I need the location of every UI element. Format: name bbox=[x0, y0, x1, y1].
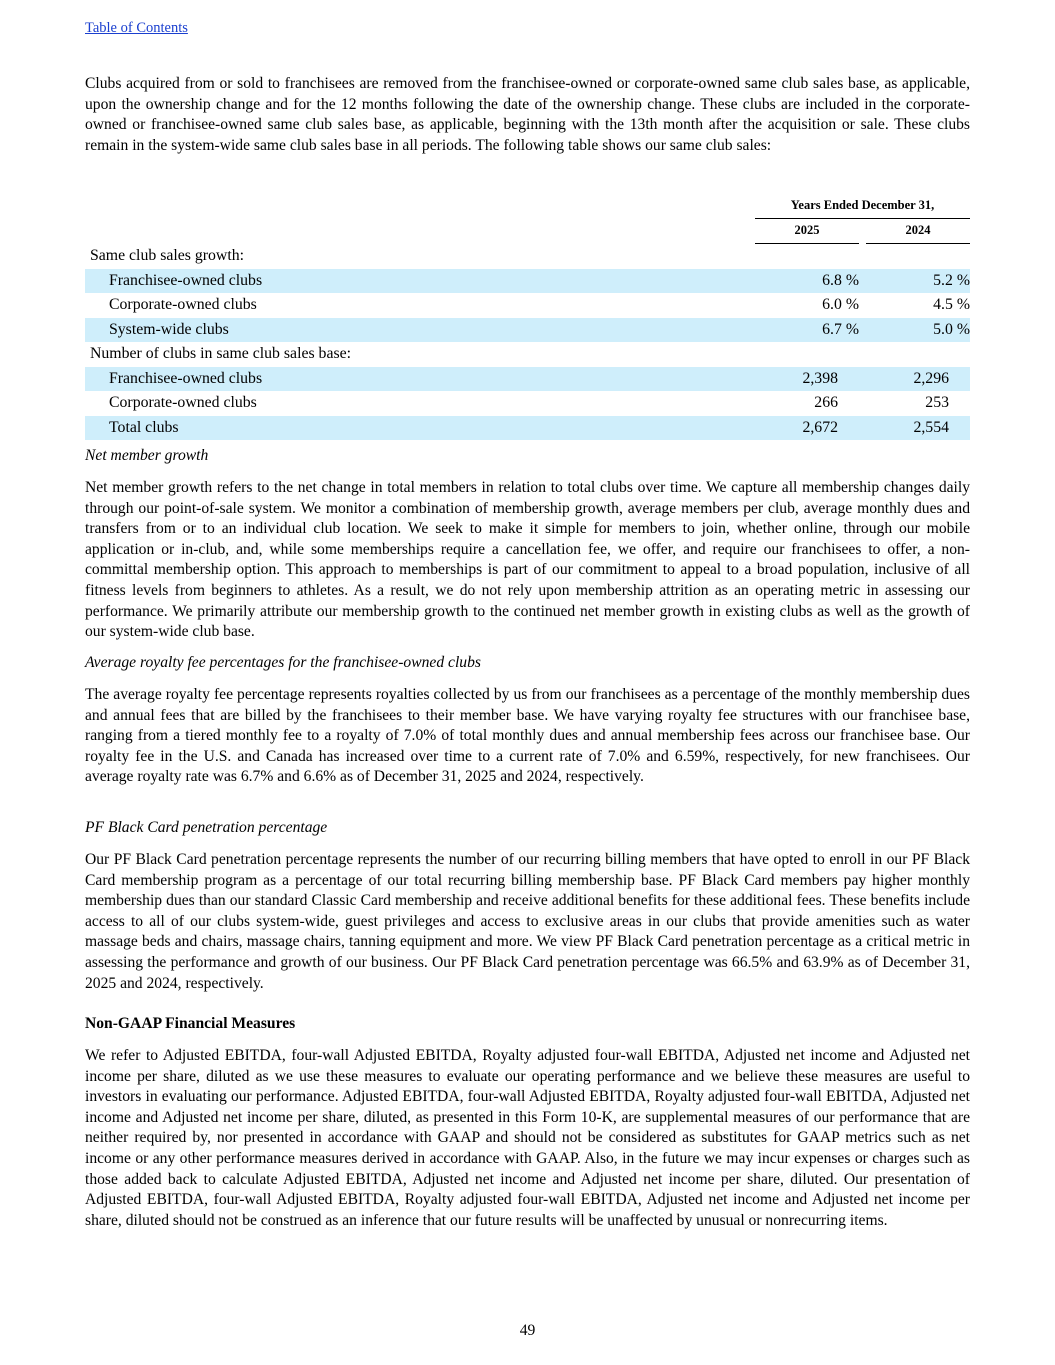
row-label: Franchisee-owned clubs bbox=[85, 269, 755, 294]
table-header-period-row bbox=[85, 193, 970, 218]
row-label: Corporate-owned clubs bbox=[109, 296, 257, 314]
table-row bbox=[85, 367, 970, 392]
non-gaap-heading: Non-GAAP Financial Measures bbox=[85, 1015, 296, 1032]
period-header: Years Ended December 31, bbox=[755, 193, 970, 218]
non-gaap-section bbox=[85, 1015, 970, 1033]
cell-2025: 2,398 bbox=[755, 367, 859, 392]
net-member-growth-section bbox=[85, 447, 970, 465]
cell-2024: 5.0 % bbox=[866, 318, 970, 343]
intro-section bbox=[85, 74, 970, 156]
black-card-paragraph: Our PF Black Card penetration percentage represents the number of our recurring billing members that have opted to enroll in our PF Black Card membership program as a percentage of our total recurring billing membership base. PF Black Card members pay higher monthly membership dues than our standard Classic Card membership and receive additional benefits for these additional fees. These benefits include access to all of our clubs system-wide, guest privileges and access to exclusive areas in our clubs that provide amenities such as water massage beds and chairs, massage chairs, tanning equipment and more. We view PF Black Card penetration percentage as a critical metric in assessing the performance and growth of our business. Our PF Black Card penetration percentage was 66.5% and 63.9% as of December 31, 2025 and 2024, respectively. bbox=[85, 851, 970, 992]
net-member-growth-heading: Net member growth bbox=[85, 447, 209, 464]
cell-2025: 6.0 % bbox=[822, 296, 859, 314]
cell-2025: 6.8 % bbox=[755, 269, 859, 294]
black-card-section bbox=[85, 819, 970, 837]
table-row bbox=[85, 318, 970, 343]
section-row bbox=[85, 244, 970, 269]
black-card-heading: PF Black Card penetration percentage bbox=[85, 819, 328, 836]
table-header-year-row bbox=[85, 218, 970, 244]
table-row bbox=[85, 391, 970, 416]
row-label: Corporate-owned clubs bbox=[109, 394, 257, 412]
non-gaap-paragraph: We refer to Adjusted EBITDA, four-wall Adjusted EBITDA, Royalty adjusted four-wall EBITDA, Adjusted net income and Adjusted net income per share, diluted as we use these measures to evaluate our operating performance and we believe these measures are useful to investors in evaluating our performance. Adjusted EBITDA, four-wall Adjusted EBITDA, Royalty adjusted four-wall EBITDA, Adjusted net income and Adjusted net income per share, diluted, as presented in this Form 10-K, are supplemental measures of our performance that are neither required by, nor presented in accordance with GAAP and should not be considered as substitutes for GAAP metrics such as net income or any other performance measures derived in accordance with GAAP. Also, in the future we may incur expenses or charges such as those added back to calculate Adjusted EBITDA, Adjusted net income and Adjusted net income per share, diluted. Our presentation of Adjusted EBITDA, four-wall Adjusted EBITDA, Royalty adjusted four-wall EBITDA, Adjusted net income and Adjusted net income per share, diluted should not be construed as an inference that our future results will be unaffected by unusual or nonrecurring items. bbox=[85, 1047, 970, 1229]
net-member-growth-body bbox=[85, 478, 970, 643]
section-row bbox=[85, 342, 970, 367]
cell-2025: 2,672 bbox=[755, 416, 859, 441]
cell-2025: 266 bbox=[814, 394, 838, 412]
page-number: 49 bbox=[519, 1322, 536, 1339]
section-label-club-count: Number of clubs in same club sales base: bbox=[90, 345, 352, 363]
column-header-2025: 2025 bbox=[755, 218, 859, 244]
row-label: System-wide clubs bbox=[85, 318, 755, 343]
same-club-sales-table bbox=[85, 193, 970, 440]
table-row bbox=[85, 269, 970, 294]
net-member-growth-paragraph: Net member growth refers to the net change in total members in relation to total clubs over time. We capture all membership changes daily through our point-of-sale system. We monitor a combination of membership growth, average members per club, average monthly dues and transfers from or to an individual club location. We seek to make it simple for members to join, whether online, through our mobile application or in-club, and, while some memberships require a cancellation fee, we offer, and require our franchisees to offer, a non-committal membership option. This approach to memberships is part of our commitment to appeal to a broad population, inclusive of all fitness levels from beginners to athletes. As a result, we do not rely upon membership attrition as an operating metric in assessing our performance. We primarily attribute our membership growth to the continued net member growth in existing clubs as well as the growth of our system-wide club base. bbox=[85, 479, 970, 641]
cell-2024: 2,296 bbox=[866, 367, 970, 392]
table-row bbox=[85, 416, 970, 441]
cell-2024: 253 bbox=[925, 394, 949, 412]
cell-2025: 6.7 % bbox=[755, 318, 859, 343]
royalty-heading: Average royalty fee percentages for the franchisee-owned clubs bbox=[85, 654, 481, 671]
section-label-growth: Same club sales growth: bbox=[90, 247, 244, 264]
cell-2024: 5.2 % bbox=[866, 269, 970, 294]
royalty-body bbox=[85, 685, 970, 788]
royalty-section bbox=[85, 654, 970, 672]
row-label: Franchisee-owned clubs bbox=[85, 367, 755, 392]
cell-2024: 2,554 bbox=[866, 416, 970, 441]
column-header-2024: 2024 bbox=[866, 218, 970, 244]
intro-paragraph: Clubs acquired from or sold to franchisees are removed from the franchisee-owned or corporate-owned same club sales base, as applicable, upon the ownership change and for the 12 months following the date of the ownership change. These clubs are included in the corporate-owned or franchisee-owned same club sales base, as applicable, beginning with the 13th month after the acquisition or sale. These clubs remain in the system-wide same club sales base in all periods. The following table shows our same club sales: bbox=[85, 75, 970, 154]
black-card-body bbox=[85, 850, 970, 994]
non-gaap-body bbox=[85, 1046, 970, 1231]
table-row bbox=[85, 293, 970, 318]
royalty-paragraph: The average royalty fee percentage represents royalties collected by us from our franchisees as a percentage of the monthly membership dues and annual fees that are billed by the franchisees to their member base. We have varying royalty fee structures with our franchisee base, ranging from a tiered monthly fee to a royalty of 7.0% of total monthly dues and annual membership fees across our franchisee base. Our royalty fee in the U.S. and Canada has increased over time to a current rate of 7.0% and 6.59%, respectively, for new franchisees. Our average royalty rate was 6.7% and 6.6% as of December 31, 2025 and 2024, respectively. bbox=[85, 686, 970, 786]
cell-2024: 4.5 % bbox=[933, 296, 970, 314]
row-label: Total clubs bbox=[85, 416, 755, 441]
table-of-contents-link[interactable]: Table of Contents bbox=[85, 20, 188, 36]
